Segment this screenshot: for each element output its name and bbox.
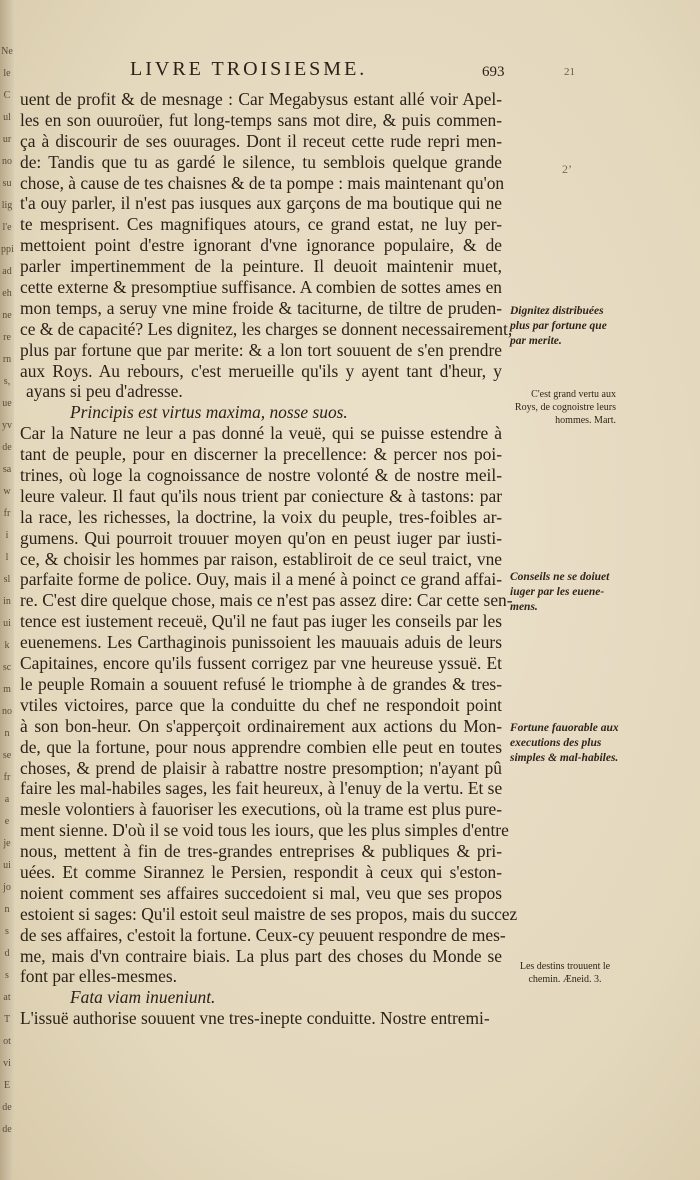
text-line: tence est iustement receuë, Qu'il ne faut pas iuger les conseils par les: [20, 611, 502, 632]
gutter-fragment: de: [2, 1102, 12, 1113]
gutter-fragment: in: [3, 596, 11, 607]
text-line: uent de profit & de mesnage : Car Megabysus estant allé voir Apel-: [20, 89, 502, 109]
gutter-fragment: a: [4, 794, 10, 805]
gutter-fragment: sc: [2, 662, 12, 673]
gutter-fragment: w: [3, 486, 11, 497]
text-line: la race, les richesses, la doctrine, la voix du peuple, tres-foibles ar-: [20, 506, 502, 527]
gutter-fragment: ne: [2, 310, 12, 321]
gutter-fragment: d: [4, 948, 10, 959]
gutter-fragment: ul: [3, 112, 11, 123]
gutter-fragment: n: [4, 728, 10, 739]
gutter-fragment: m: [3, 684, 11, 695]
margin-note-fortune: Fortune fauorable aux executions des plus simples & mal-habiles.: [510, 722, 619, 764]
gutter-fragment: su: [2, 178, 12, 189]
text-line: mesle volontiers à fauoriser les executions, où la trame est plus pure-: [20, 799, 502, 820]
text-line: ce & de capacité? Les dignitez, les charges se donnent necessairement,: [20, 318, 513, 339]
gutter-fragment: de: [2, 442, 12, 453]
text-line: tant de peuple, pour en discerner la precellence: & percer nos poi-: [20, 444, 502, 465]
gutter-fragment: fr: [3, 508, 11, 519]
text-line: parler impertinemment de la peinture. Il deuoit maintenir muet,: [20, 256, 502, 277]
gutter-fragment: no: [2, 156, 12, 167]
gutter-fragment: vi: [3, 1058, 11, 1069]
gutter-fragment: ui: [3, 618, 11, 629]
text-line: de: Tandis que tu as gardé le silence, tu semblois quelque grande: [20, 151, 502, 172]
text-line: re. C'est dire quelque chose, mais ce n'est pas assez dire: Car cette sen-: [20, 590, 513, 611]
text-line: trines, où loge la cognoissance de nostre volonté & de nostre meil-: [20, 465, 502, 486]
gutter-fragment: se: [2, 750, 12, 761]
text-line: cette externe & presomptiue suffisance. A combien de sottes ames en: [20, 277, 502, 298]
text-line: choses, & prend de plaisir à rabattre nostre presomption; n'ayant pû: [20, 757, 502, 778]
text-line: de, que la fortune, pour nous apprendre combien elle peut en toutes: [20, 736, 502, 757]
gutter-bleed: [0, 0, 14, 1180]
text-line: Capitaines, encore qu'ils fussent corrigez par vne heureuse yssuë. Et: [20, 653, 502, 674]
gutter-fragment: l'e: [2, 222, 12, 233]
body-text: [20, 89, 518, 1029]
text-line: ayans si peu d'adresse.: [26, 381, 183, 402]
gutter-fragment: k: [4, 640, 10, 651]
margin-note-dignitez: Dignitez distribuées plus par fortune que par merite.: [510, 305, 607, 347]
text-line: le peuple Romain a souuent refusé le triomphe à de grandes & tres-: [20, 673, 502, 694]
text-line: parfaite forme de police. Ouy, mais il a mené à poinct ce grand affai-: [20, 569, 502, 590]
text-line: ce, & choisir les hommes par raison, establiroit de ce seul traict, vne: [20, 548, 502, 569]
text-line: mon temps, a seruy vne mine froide & taciturne, de tiltre de pruden-: [20, 297, 502, 318]
text-line: leure valeur. Il faut qu'ils nous trient par coniecture & à tastons: par: [20, 485, 502, 506]
text-line: vtiles victoires, parce que la conduitte du chef ne respondoit point: [20, 694, 502, 715]
text-line: nous, mettent à fin de tres-grandes entreprises & publiques & pri-: [20, 841, 502, 862]
gutter-fragment: ad: [2, 266, 12, 277]
gutter-fragment: s,: [3, 376, 11, 387]
gutter-fragment: re: [3, 332, 11, 343]
text-line: mettoient point d'estre ignorant d'vne ignorance populaire, & de: [20, 235, 502, 256]
text-line: aux Roys. Au rebours, c'est merueille qu'ils y ayent tant d'heur, y: [20, 360, 502, 381]
text-line: les en son ouuroüer, fut long-temps sans mot dire, & puis commen-: [20, 109, 502, 130]
text-line: de ses affaires, c'estoit la fortune. Ceux-cy peuuent respondre de mes-: [20, 924, 506, 945]
corner-mark: 21: [564, 66, 575, 78]
gutter-fragment: de: [2, 1124, 12, 1135]
text-line: Fata viam inueniunt.: [70, 987, 216, 1008]
running-head: LIVRE TROISIESME.: [130, 58, 368, 80]
gutter-fragment: n: [4, 904, 10, 915]
margin-note-vertu-roys: C'est grand vertu aux Roys, de cognoistre leurs hommes. Mart.: [514, 389, 616, 426]
text-line: estoient si sages: Qu'il estoit seul maistre de ses propos, mais du succez: [20, 903, 518, 924]
gutter-fragment: C: [3, 90, 11, 101]
gutter-fragment: i: [5, 530, 9, 541]
gutter-fragment: ot: [3, 1036, 11, 1047]
gutter-fragment: eh: [2, 288, 12, 299]
gutter-fragment: ue: [2, 398, 12, 409]
text-line: Principis est virtus maxima, nosse suos.: [70, 402, 348, 423]
text-line: te mesprisent. Ces magnifiques atours, ce grand estat, ne luy per-: [20, 214, 502, 235]
gutter-fragment: je: [3, 838, 11, 849]
gutter-fragment: e: [4, 816, 10, 827]
text-line: uées. Et comme Sirannez le Persien, respondit à ceux qui s'eston-: [20, 861, 502, 882]
margin-note-destins: Les destins trouuent le chemin. Æneid. 3.: [519, 961, 611, 985]
gutter-fragment: jo: [3, 882, 11, 893]
text-line: chose, à cause de tes chaisnes & de ta pompe : mais maintenant qu'on: [20, 172, 505, 193]
text-line: me, mais d'vn contraire biais. La plus part des choses du Monde se: [20, 945, 502, 966]
margin-ornament: 2’: [562, 162, 572, 176]
gutter-fragment: lig: [1, 200, 13, 211]
margin-note-conseils: Conseils ne se doiuet iuger par les euene-mens.: [510, 571, 610, 613]
gutter-fragment: yv: [2, 420, 12, 431]
page-header: [130, 58, 600, 82]
text-line: Car la Nature ne leur a pas donné la veuë, qui se puisse estendre à: [20, 423, 502, 444]
gutter-fragment: at: [3, 992, 11, 1003]
gutter-fragment: l: [5, 552, 9, 563]
text-line: à son bon-heur. On s'apperçoit ordinairement aux actions du Mon-: [20, 715, 502, 736]
gutter-fragment: fr: [3, 772, 11, 783]
gutter-fragment: ppi: [1, 244, 14, 255]
text-line: t'a ouy parler, il n'est pas iusques aux garçons de ma boutique qui ne: [20, 193, 502, 214]
gutter-fragment: sl: [3, 574, 11, 585]
text-line: faire les mal-habiles sages, les fait heureux, à l'enuy de la vertu. Et se: [20, 778, 503, 799]
gutter-fragment: ur: [2, 134, 12, 145]
gutter-fragment: s: [5, 926, 9, 937]
gutter-fragment: no: [2, 706, 12, 717]
gutter-fragment: Ne: [1, 46, 13, 57]
text-line: L'issuë authorise souuent vne tres-inepte conduitte. Nostre entremi-: [20, 1008, 490, 1029]
text-line: ça à discourir de ses ouurages. Dont il receut cette rude repri men-: [20, 130, 502, 151]
gutter-fragment: rn: [2, 354, 12, 365]
text-line: ment sienne. D'où il se void tous les iours, que les plus simples d'entre: [20, 820, 509, 841]
gutter-fragment: T: [3, 1014, 11, 1025]
gutter-fragment: ui: [3, 860, 11, 871]
gutter-fragment: s: [5, 970, 9, 981]
text-line: font par elles-mesmes.: [20, 966, 177, 987]
gutter-fragment: le: [3, 68, 11, 79]
text-line: noient comment ses affaires succedoient si mal, veu que ses propos: [20, 882, 502, 903]
text-line: euenemens. Les Carthaginois punissoient les mauuais aduis de leurs: [20, 632, 502, 653]
page-number: 693: [482, 64, 505, 80]
text-line: gumens. Qui pourroit trouuer moyen qu'on en peust iuger par iusti-: [20, 527, 502, 548]
text-line: plus par fortune que par merite: & a lon tort souuent de s'en prendre: [20, 339, 502, 360]
gutter-fragment: sa: [2, 464, 12, 475]
gutter-fragment: E: [3, 1080, 11, 1091]
